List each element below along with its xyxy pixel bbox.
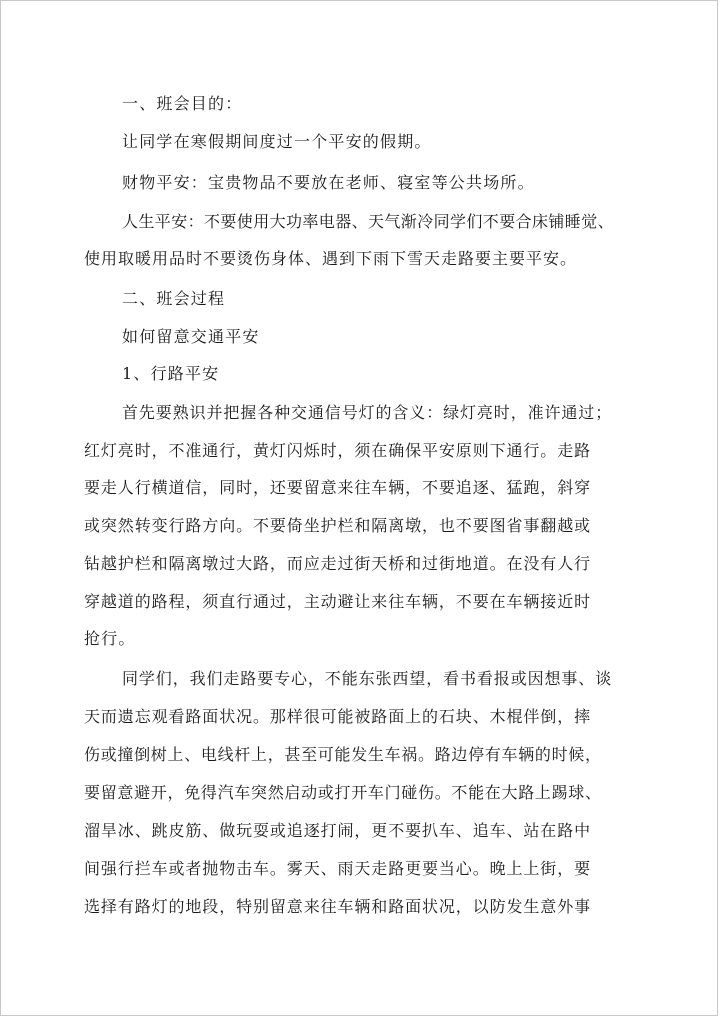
paragraph-line: 让同学在寒假期间度过一个平安的假期。: [122, 132, 432, 151]
paragraph-line: 财物平安：宝贵物品不要放在老师、寝室等公共场所。: [122, 173, 535, 192]
paragraph-line: 钻越护栏和隔离墩过大路，而应走过街天桥和过街地道。在没有人行: [84, 554, 592, 573]
paragraph-line: 首先要熟识并把握各种交通信号灯的含义：绿灯亮时，准许通过；: [122, 403, 613, 422]
section-heading-process: 二、班会过程: [122, 289, 226, 308]
paragraph-line: 溜旱冰、跳皮筋、做玩耍或追逐打闹，更不要扒车、追车、站在路中: [84, 821, 592, 840]
subheading: 如何留意交通平安: [122, 327, 260, 346]
paragraph-line: 使用取暖用品时不要烫伤身体、遇到下雨下雪天走路要主要平安。: [84, 249, 578, 268]
paragraph-line: 抢行。: [84, 629, 136, 648]
paragraph-line: 穿越道的路程，须直行通过，主动避让来往车辆，不要在车辆接近时: [84, 592, 592, 611]
paragraph-line: 人生平安：不要使用大功率电器、天气渐冷同学们不要合床铺睡觉、: [122, 212, 615, 231]
section-heading-purpose: 一、班会目的：: [122, 94, 243, 113]
subheading-numbered: 1、行路平安: [122, 364, 220, 383]
paragraph-line: 伤或撞倒树上、电线杆上，甚至可能发生车祸。路边停有车辆的时候，: [84, 745, 602, 764]
paragraph-line: 间强行拦车或者抛物击车。雾天、雨天走路更要当心。晚上上街，要: [84, 859, 592, 878]
paragraph-line: 或突然转变行路方向。不要倚坐护栏和隔离墩，也不要图省事翻越或: [84, 516, 592, 535]
paragraph-line: 要留意避开，免得汽车突然启动或打开车门碰伤。不能在大路上踢球、: [84, 783, 602, 802]
paragraph-line: 红灯亮时，不准通行，黄灯闪烁时，须在确保平安原则下通行。走路: [84, 441, 592, 460]
paragraph-line: 选择有路灯的地段，特别留意来往车辆和路面状况，以防发生意外事: [84, 897, 592, 916]
paragraph-line: 要走人行横道信，同时，还要留意来往车辆，不要追逐、猛跑，斜穿: [84, 478, 592, 497]
paragraph-line: 同学们，我们走路要专心，不能东张西望，看书看报或因想事、谈: [122, 669, 613, 688]
paragraph-line: 天而遗忘观看路面状况。那样很可能被路面上的石块、木棍伴倒，摔: [84, 707, 592, 726]
